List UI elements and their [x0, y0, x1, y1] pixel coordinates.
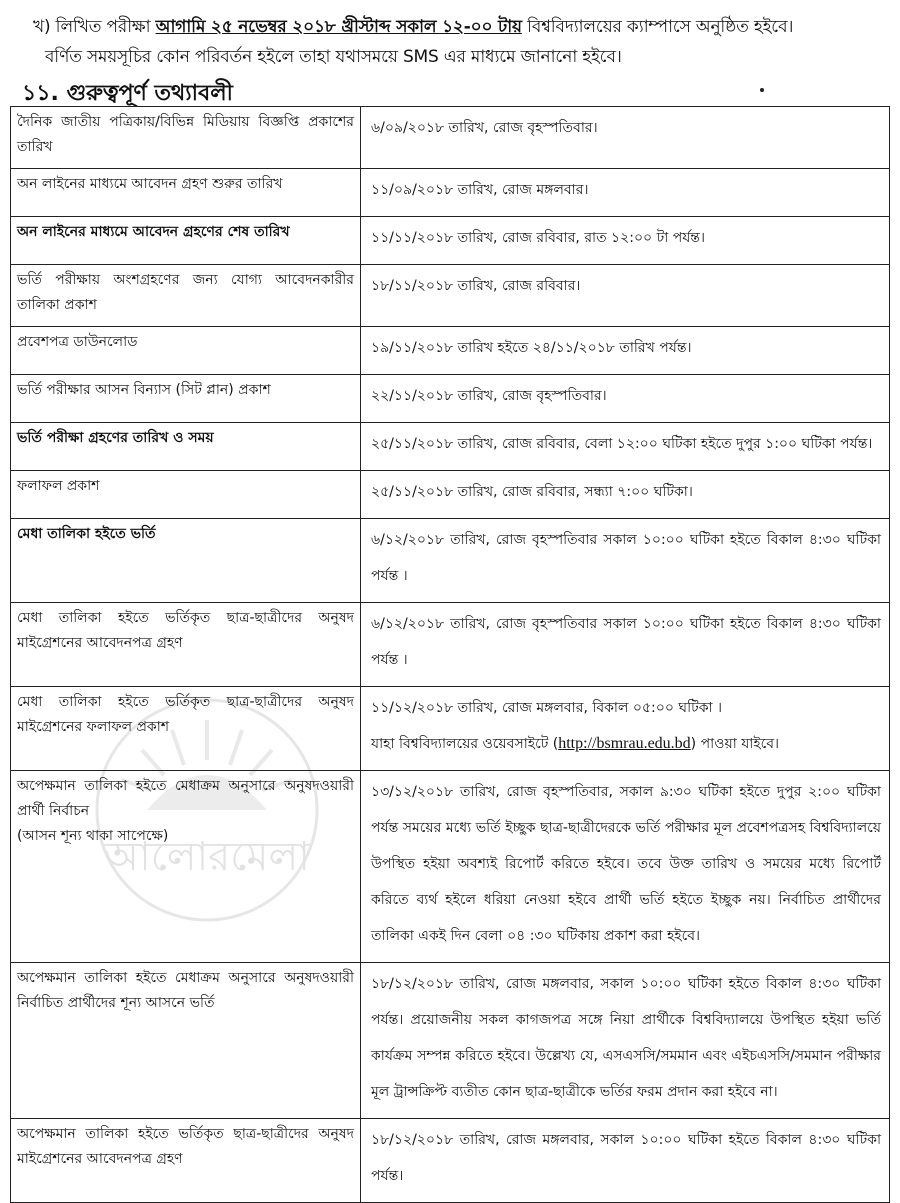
event-label-cell	[11, 519, 361, 603]
event-date-cell	[361, 265, 890, 327]
event-label: প্রবেশপত্র ডাউনলোড	[17, 334, 138, 350]
event-date-text: ২৫/১১/২০১৮ তারিখ, রোজ রবিবার, বেলা ১২:০০ ঘটিকা হইতে দুপুর ১:০০ ঘটিকা পর্যন্ত।	[371, 436, 873, 452]
event-label-cell	[11, 771, 361, 963]
event-date-cell	[361, 375, 890, 423]
event-label: মেধা তালিকা হইতে ভর্তিকৃত ছাত্র-ছাত্রীদের অনুষদ মাইগ্রেশনের আবেদনপত্র গ্রহণ	[17, 610, 354, 651]
event-label: ভর্তি পরীক্ষার আসন বিন্যাস (সিট প্লান) প্রকাশ	[17, 382, 271, 398]
event-label-cell	[11, 265, 361, 327]
event-date-text: ১১/১২/২০১৮ তারিখ, রোজ মঙ্গলবার, বিকাল ০৫:০০ ঘটিকা ।	[371, 700, 723, 716]
event-date-text: ১৮/১১/২০১৮ তারিখ, রোজ রবিবার।	[371, 278, 581, 294]
event-date-text: ১৩/১২/২০১৮ তারিখ, রোজ বৃহস্পতিবার, সকাল ৯:৩০ ঘটিকা হইতে দুপুর ২:০০ ঘটিকা পর্যন্ত সময়ের মধ্যে ভর্তি ইচ্ছুক ছাত্র-ছাত্রীদেরকে ভর্তি পরীক্ষার মূল প্রবেশপত্রসহ বিশ্ববিদ্যালয়ে উপস্থিত হইয়া অবশ্যই রিপোর্ট করিতে হইবে। তবে উক্ত তারিখ ও সময়ের মধ্যে রিপোর্ট করিতে ব্যর্থ হইলে ধরিয়া নেওয়া হইবে প্রার্থী ভর্তি হইতে ইচ্ছুক নয়। নির্বাচিত প্রার্থীদের তালিকা একই দিন বেলা ০৪ :৩০ ঘটিকায় প্রকাশ করা হইবে।	[371, 784, 881, 944]
event-date-text: ২৫/১১/২০১৮ তারিখ, রোজ রবিবার, সন্ধ্যা ৭:০০ ঘটিকা।	[371, 484, 693, 500]
event-date-text: ৬/০৯/২০১৮ তারিখ, রোজ বৃহস্পতিবার।	[371, 120, 598, 136]
table-row	[11, 423, 890, 471]
event-date-cell	[361, 771, 890, 963]
event-label: অপেক্ষমান তালিকা হইতে ভর্তিকৃত ছাত্র-ছাত্রীদের অনুষদ মাইগ্রেশনের আবেদনপত্র গ্রহণ	[17, 1126, 354, 1167]
event-label-cell	[11, 169, 361, 217]
event-date-cell	[361, 423, 890, 471]
schedule-change-notice: বর্ণিত সময়সূচির কোন পরিবর্তন হইলে তাহা যথাসময়ে SMS এর মাধ্যমে জানানো হইবে।	[45, 47, 622, 67]
table-row	[11, 963, 890, 1119]
written-exam-prefix: খ) লিখিত পরীক্ষা	[33, 17, 156, 37]
table-row	[11, 687, 890, 771]
event-label-cell	[11, 375, 361, 423]
event-label: মেধা তালিকা হইতে ভর্তি	[17, 526, 156, 542]
table-row	[11, 107, 890, 169]
event-date-text: ১৯/১১/২০১৮ তারিখ হইতে ২৪/১১/২০১৮ তারিখ পর্যন্ত।	[371, 340, 692, 356]
event-date-text: ১৮/১২/২০১৮ তারিখ, রোজ মঙ্গলবার, সকাল ১০:০০ ঘটিকা হইতে বিকাল ৪:৩০ ঘটিকা পর্যন্ত।	[371, 1132, 881, 1184]
event-label: মেধা তালিকা হইতে ভর্তিকৃত ছাত্র-ছাত্রীদের অনুষদ মাইগ্রেশনের ফলাফল প্রকাশ	[17, 694, 354, 735]
table-row	[11, 327, 890, 375]
website-note	[371, 726, 881, 762]
event-label-cell	[11, 1119, 361, 1203]
event-date-text: ৬/১২/২০১৮ তারিখ, রোজ বৃহস্পতিবার সকাল ১০:০০ ঘটিকা হইতে বিকাল ৪:৩০ ঘটিকা পর্যন্ত ।	[371, 616, 881, 668]
event-label-cell	[11, 963, 361, 1119]
stray-dot	[760, 88, 764, 92]
event-label-cell	[11, 471, 361, 519]
website-note-suffix: ) পাওয়া যাইবে।	[690, 736, 780, 752]
event-label-cell	[11, 327, 361, 375]
university-website-link[interactable]: http://bsmrau.edu.bd	[558, 735, 691, 752]
section-title: ১১. গুরুত্বপূর্ণ তথ্যাবলী	[22, 81, 233, 106]
event-date-cell	[361, 1119, 890, 1203]
table-row	[11, 1119, 890, 1203]
table-row	[11, 519, 890, 603]
event-label-cell	[11, 107, 361, 169]
event-label: ফলাফল প্রকাশ	[17, 478, 100, 494]
event-date-cell	[361, 603, 890, 687]
table-row	[11, 169, 890, 217]
table-row	[11, 603, 890, 687]
website-note-prefix: যাহা বিশ্ববিদ্যালয়ের ওয়েবসাইটে (	[371, 736, 559, 752]
table-row	[11, 471, 890, 519]
event-date-cell	[361, 107, 890, 169]
event-label: অপেক্ষমান তালিকা হইতে মেধাক্রম অনুসারে অনুষদওয়ারী নির্বাচিত প্রার্থীদের শূন্য আসনে ভর্তি	[17, 970, 354, 1011]
event-label: ভর্তি পরীক্ষা গ্রহণের তারিখ ও সময়	[17, 430, 214, 446]
table-row	[11, 217, 890, 265]
important-info-table	[10, 106, 890, 1203]
event-date-text: ২২/১১/২০১৮ তারিখ, রোজ বৃহস্পতিবার।	[371, 388, 607, 404]
event-date-cell	[361, 519, 890, 603]
event-label: অন লাইনের মাধ্যমে আবেদন গ্রহণ শুরুর তারিখ	[17, 176, 283, 192]
event-label: অপেক্ষমান তালিকা হইতে মেধাক্রম অনুসারে অনুষদওয়ারী প্রার্থী নির্বাচন	[17, 778, 354, 819]
written-exam-date-highlight: আগামি ২৫ নভেম্বর ২০১৮ খ্রীস্টাব্দ সকাল ১২-০০ টায়	[155, 17, 522, 37]
event-label-cell	[11, 687, 361, 771]
event-date-cell	[361, 169, 890, 217]
event-label: ভর্তি পরীক্ষায় অংশগ্রহণের জন্য যোগ্য আবেদনকারীর তালিকা প্রকাশ	[17, 272, 354, 313]
event-label-cell	[11, 217, 361, 265]
event-label: দৈনিক জাতীয় পত্রিকায়/বিভিন্ন মিডিয়ায় বিজ্ঞপ্তি প্রকাশের তারিখ	[17, 114, 354, 155]
table-row	[11, 771, 890, 963]
event-label: অন লাইনের মাধ্যমে আবেদন গ্রহণের শেষ তারিখ	[17, 224, 290, 240]
table-row	[11, 375, 890, 423]
event-date-text: ৬/১২/২০১৮ তারিখ, রোজ বৃহস্পতিবার সকাল ১০:০০ ঘটিকা হইতে বিকাল ৪:৩০ ঘটিকা পর্যন্ত ।	[371, 532, 881, 584]
written-exam-suffix: বিশ্ববিদ্যালয়ের ক্যাম্পাসে অনুষ্ঠিত হইবে।	[521, 17, 794, 37]
event-label-cell	[11, 603, 361, 687]
written-exam-notice	[33, 14, 793, 42]
watermark-text: আলোরমেলা	[104, 834, 310, 880]
event-label-cell	[11, 423, 361, 471]
event-date-cell	[361, 217, 890, 265]
event-date-cell	[361, 963, 890, 1119]
event-date-cell	[361, 471, 890, 519]
table-row	[11, 265, 890, 327]
event-date-cell	[361, 687, 890, 771]
event-label-note: (আসন শূন্য থাকা সাপেক্ষে)	[17, 828, 169, 844]
event-date-text: ১১/০৯/২০১৮ তারিখ, রোজ মঙ্গলবার।	[371, 182, 589, 198]
event-date-text: ১৮/১২/২০১৮ তারিখ, রোজ মঙ্গলবার, সকাল ১০:০০ ঘটিকা হইতে বিকাল ৪:৩০ ঘটিকা পর্যন্ত। প্রয়োজনীয় সকল কাগজপত্র সঙ্গে নিয়া প্রার্থীকে বিশ্ববিদ্যালয়ে উপস্থিত হইয়া ভর্তি কার্যক্রম সম্পন্ন করিতে হইবে। উল্লেখ্য যে, এসএসসি/সমমান এবং এইচএসসি/সমমান পরীক্ষার মূল ট্রান্সক্রিপ্ট ব্যতীত কোন ছাত্র-ছাত্রীকে ভর্তির ফরম প্রদান করা হইবে না।	[371, 976, 881, 1100]
event-date-cell	[361, 327, 890, 375]
event-date-text: ১১/১১/২০১৮ তারিখ, রোজ রবিবার, রাত ১২:০০ টা পর্যন্ত।	[371, 230, 705, 246]
